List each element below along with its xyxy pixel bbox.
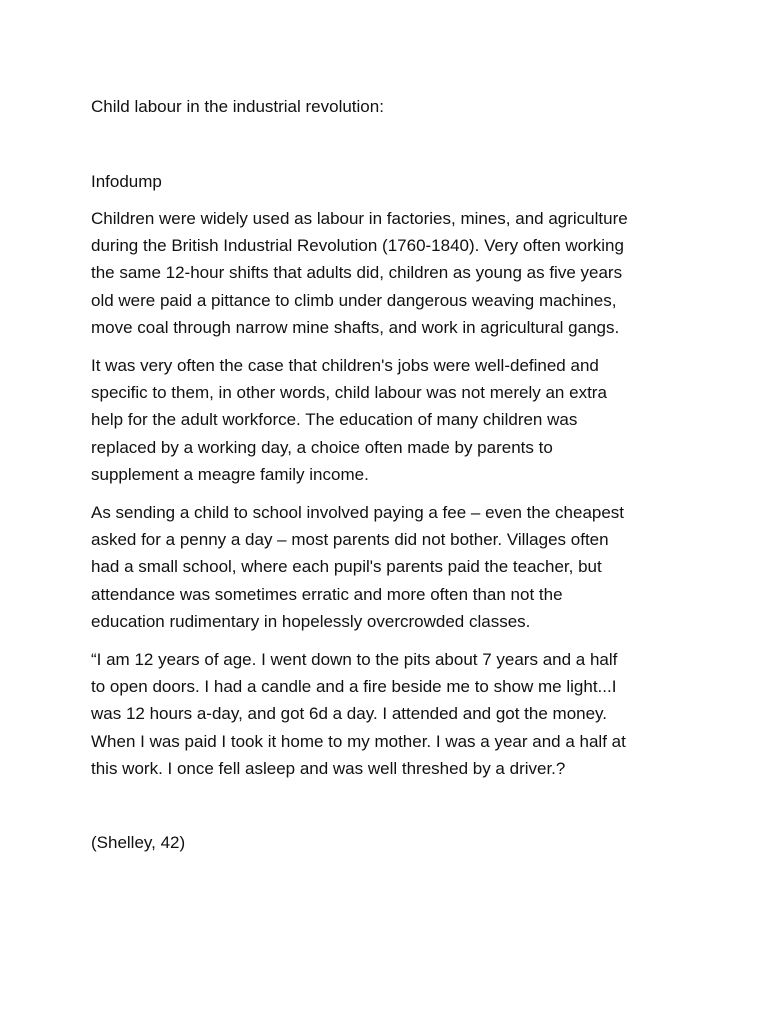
- paragraph-3: [91, 499, 691, 635]
- quote-block: [91, 646, 691, 782]
- quote-line: “I am 12 years of age. I went down to the pits about 7 years and a half: [91, 650, 618, 669]
- paragraph-line: supplement a meagre family income.: [91, 464, 369, 484]
- document-title: [91, 93, 691, 120]
- paragraph-line: Children were widely used as labour in factories, mines, and agriculture: [91, 209, 628, 228]
- citation-text: (Shelley, 42): [91, 833, 186, 852]
- paragraph-line: specific to them, in other words, child labour was not merely an extra: [91, 383, 607, 403]
- quote-line: to open doors. I had a candle and a fire beside me to show me light...I: [91, 677, 617, 697]
- paragraph-line: education rudimentary in hopelessly overcrowded classes.: [91, 611, 531, 631]
- paragraph-line: help for the adult workforce. The education of many children was: [91, 410, 578, 430]
- paragraph-line: old were paid a pittance to climb under dangerous weaving machines,: [91, 290, 617, 310]
- paragraph-line: move coal through narrow mine shafts, and work in agricultural gangs.: [91, 317, 620, 337]
- paragraph-line: attendance was sometimes erratic and more often than not the: [91, 584, 563, 604]
- paragraph-line: asked for a penny a day – most parents did not bother. Villages often: [91, 530, 609, 550]
- paragraph-line: As sending a child to school involved paying a fee – even the cheapest: [91, 503, 625, 522]
- paragraph-2: [91, 352, 691, 488]
- quote-line: When I was paid I took it home to my mother. I was a year and a half at: [91, 731, 626, 751]
- quote-line: this work. I once fell asleep and was well threshed by a driver.?: [91, 758, 566, 778]
- paragraph-line: replaced by a working day, a choice often made by parents to: [91, 437, 553, 457]
- heading-text: Infodump: [91, 172, 162, 191]
- citation: [91, 829, 691, 856]
- title-text: Child labour in the industrial revolution:: [91, 97, 384, 116]
- paragraph-line: during the British Industrial Revolution (1760-1840). Very often working: [91, 236, 624, 256]
- paragraph-line: the same 12-hour shifts that adults did, children as young as five years: [91, 263, 623, 283]
- paragraph-line: It was very often the case that children's jobs were well-defined and: [91, 356, 599, 375]
- section-heading: [91, 168, 691, 195]
- paragraph-line: had a small school, where each pupil's parents paid the teacher, but: [91, 557, 602, 577]
- quote-line: was 12 hours a-day, and got 6d a day. I attended and got the money.: [91, 704, 608, 724]
- paragraph-1: [91, 205, 691, 341]
